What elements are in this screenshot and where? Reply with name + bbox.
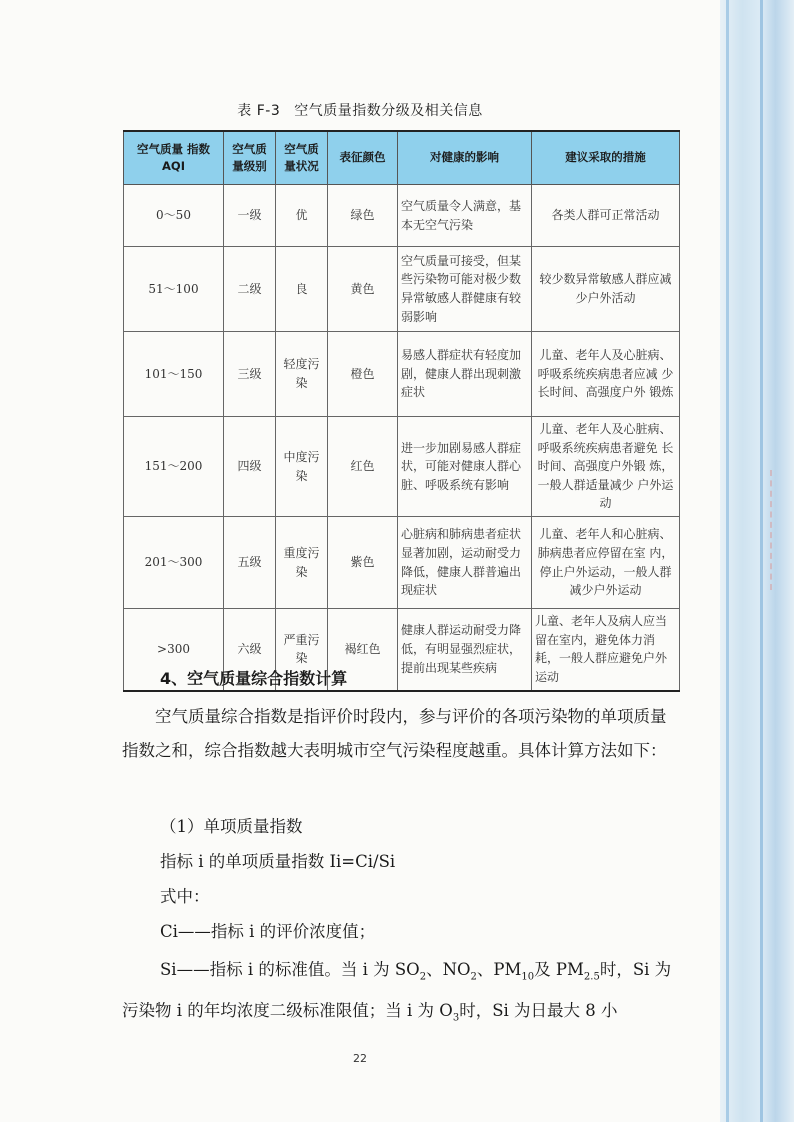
table-caption-number: 表 F-3	[237, 103, 281, 119]
subheading-single-index: （1）单项质量指数	[160, 817, 303, 836]
cell-aqi: 101～150	[124, 332, 224, 417]
cell-aqi: 201～300	[124, 517, 224, 609]
header-status: 空气质量状况	[276, 131, 328, 185]
cell-status: 严重污染	[276, 609, 328, 691]
cell-health: 易感人群症状有轻度加剧，健康人群出现刺激症状	[398, 332, 532, 417]
strip-line	[726, 0, 729, 1122]
cell-advice: 儿童、老年人及心脏病、呼吸系统疾病患者避免 长时间、高强度户外锻 炼，一般人群适量减少 户外运动	[532, 417, 680, 517]
cell-color: 红色	[328, 417, 398, 517]
cell-status: 优	[276, 185, 328, 247]
cell-level: 五级	[224, 517, 276, 609]
si-definition	[122, 953, 682, 1036]
table-row	[124, 417, 680, 517]
cell-color: 橙色	[328, 332, 398, 417]
header-health: 对健康的影响	[398, 131, 532, 185]
header-level: 空气质量级别	[224, 131, 276, 185]
cell-advice: 儿童、老年人及心脏病、呼吸系统疾病患者应减 少长时间、高强度户外 锻炼	[532, 332, 680, 417]
si-text: Si——指标 i 的标准值。当 i 为 SO	[160, 960, 420, 979]
o3-subscript: 3	[452, 1012, 460, 1024]
page-number: 22	[353, 1052, 367, 1065]
ci-definition: Ci——指标 i 的评价浓度值；	[160, 922, 376, 941]
table-caption	[0, 100, 720, 120]
cell-aqi: 151～200	[124, 417, 224, 517]
strip-line	[760, 0, 763, 1122]
intro-paragraph: 空气质量综合指数是指评价时段内，参与评价的各项污染物的单项质量指数之和，综合指数越大表明城市空气污染程度越重。具体计算方法如下：	[122, 707, 667, 760]
si-text: 、PM	[476, 960, 522, 979]
si-text: 时，Si 为污染物 i 的年均浓度二级标准限值；当 i 为 O	[122, 960, 672, 1021]
cell-status: 中度污染	[276, 417, 328, 517]
header-advice: 建议采取的措施	[532, 131, 680, 185]
table-row	[124, 185, 680, 247]
cell-health: 进一步加剧易感人群症状，可能对健康人群心脏、呼吸系统有影响	[398, 417, 532, 517]
binding-edge-strip	[720, 0, 794, 1122]
cell-level: 四级	[224, 417, 276, 517]
cell-level: 六级	[224, 609, 276, 691]
cell-color: 褐红色	[328, 609, 398, 691]
cell-advice: 各类人群可正常活动	[532, 185, 680, 247]
cell-level: 一级	[224, 185, 276, 247]
cell-health: 空气质量令人满意，基本无空气污染	[398, 185, 532, 247]
pm10-subscript: 10	[521, 971, 535, 983]
table-row	[124, 247, 680, 332]
no2-subscript: 2	[470, 971, 477, 983]
si-text: 及 PM	[534, 960, 584, 979]
cell-advice: 儿童、老年人及病人应当留在室内，避免体力消耗，一般人群应避免户外运动	[532, 609, 680, 691]
cell-advice: 儿童、老年人和心脏病、肺病患者应停留在室 内，停止户外运动，一般人群减少户外运动	[532, 517, 680, 609]
cell-aqi: >300	[124, 609, 224, 691]
cell-aqi: 0～50	[124, 185, 224, 247]
cell-health: 心脏病和肺病患者症状显著加剧，运动耐受力降低，健康人群普遍出现症状	[398, 517, 532, 609]
header-color: 表征颜色	[328, 131, 398, 185]
table-header-row	[124, 131, 680, 185]
seal-mark	[770, 470, 792, 590]
table-row	[124, 517, 680, 609]
cell-color: 黄色	[328, 247, 398, 332]
section-heading: 4、空气质量综合指数计算	[160, 669, 348, 688]
table-caption-title: 空气质量指数分级及相关信息	[294, 103, 483, 119]
header-aqi: 空气质量 指数 AQI	[124, 131, 224, 185]
where-label: 式中：	[160, 887, 210, 906]
cell-color: 绿色	[328, 185, 398, 247]
aqi-table	[123, 130, 680, 692]
cell-aqi: 51～100	[124, 247, 224, 332]
cell-status: 重度污染	[276, 517, 328, 609]
cell-health: 空气质量可接受，但某些污染物可能对极少数异常敏感人群健康有较弱影响	[398, 247, 532, 332]
si-text: 、NO	[426, 960, 471, 979]
si-text: 时，Si 为日最大 8 小	[459, 1001, 618, 1021]
cell-level: 二级	[224, 247, 276, 332]
so2-subscript: 2	[419, 971, 427, 983]
cell-color: 紫色	[328, 517, 398, 609]
table-row	[124, 332, 680, 417]
cell-status: 良	[276, 247, 328, 332]
pm25-subscript: 2.5	[583, 971, 600, 983]
formula-line: 指标 i 的单项质量指数 Ii=Ci/Si	[160, 852, 396, 871]
cell-level: 三级	[224, 332, 276, 417]
cell-status: 轻度污染	[276, 332, 328, 417]
cell-health: 健康人群运动耐受力降低，有明显强烈症状，提前出现某些疾病	[398, 609, 532, 691]
cell-advice: 较少数异常敏感人群应减少户外活动	[532, 247, 680, 332]
